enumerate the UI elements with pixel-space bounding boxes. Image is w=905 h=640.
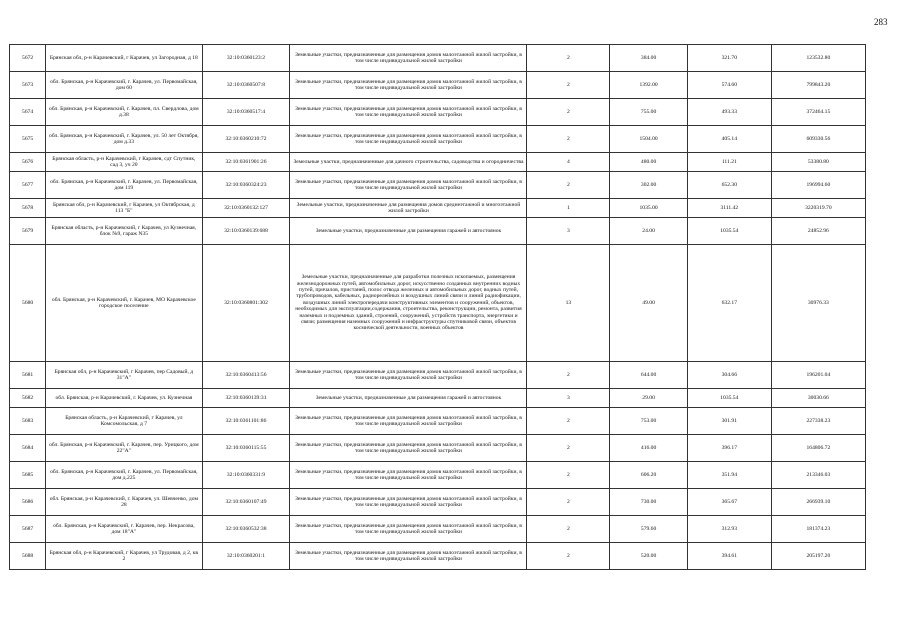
unit-value-cell: 394.61 (687, 543, 771, 570)
address-cell: Брянская обл, р-н Карачевский, г Карачев, ул Загородная, д 18 (46, 45, 202, 72)
group-cell: 2 (527, 435, 610, 462)
row-number: 5678 (10, 199, 46, 218)
cadastral-value-cell: 266939.10 (771, 489, 865, 516)
land-use-cell: Земельные участки, предназначенные для размещения домов малоэтажной жилой застройки, в том числе индивидуальной жилой застройки (290, 516, 527, 543)
area-cell: 49.00 (610, 245, 688, 362)
cadastral-valuation-table (9, 44, 866, 570)
table-row (10, 245, 866, 362)
table-body (10, 45, 866, 570)
unit-value-cell: 652.30 (687, 172, 771, 199)
cadastral-number-cell: 32:10:0360517:4 (202, 99, 290, 126)
land-use-cell: Земельные участки, предназначенные для размещения гаражей и автостоянок (290, 218, 527, 245)
cadastral-value-cell: 24852.96 (771, 218, 865, 245)
row-number: 5686 (10, 489, 46, 516)
table-row (10, 435, 866, 462)
group-cell: 2 (527, 543, 610, 570)
land-use-cell: Земельные участки, предназначенные для размещения домов среднеэтажной и многоэтажной жилой застройки (290, 199, 527, 218)
land-use-cell: Земельные участки, предназначенные для размещения домов малоэтажной жилой застройки, в том числе индивидуальной жилой застройки (290, 489, 527, 516)
group-cell: 2 (527, 126, 610, 153)
address-cell: Брянская обл, р-н Карачевский, г Карачев, ул Трудовая, д 2, кв 2 (46, 543, 202, 570)
row-number: 5688 (10, 543, 46, 570)
unit-value-cell: 574.60 (687, 72, 771, 99)
unit-value-cell: 111.21 (687, 153, 771, 172)
group-cell: 2 (527, 516, 610, 543)
cadastral-value-cell: 799843.20 (771, 72, 865, 99)
row-number: 5679 (10, 218, 46, 245)
address-cell: обл. Брянская, р-н Карачевский, г. Карачев, ул. Первомайская, дом д.225 (46, 462, 202, 489)
area-cell: 606.20 (610, 462, 688, 489)
cadastral-number-cell: 32:10:0360123:2 (202, 45, 290, 72)
group-cell: 2 (527, 99, 610, 126)
row-number: 5682 (10, 389, 46, 408)
cadastral-value-cell: 164806.72 (771, 435, 865, 462)
land-use-cell: Земельные участки, предназначенные для дачного строительства, садоводства и огородничества (290, 153, 527, 172)
table-row (10, 199, 866, 218)
land-use-cell: Земельные участки, предназначенные для разработки полезных ископаемых, размещения железнодорожных путей, автомобильных дорог, искусственно созданных внутренних водных путей, причалов, пристаней, полос отвода железных и автомобильных дорог, водных путей, трубопроводов, кабельных, радиорелейных и воздушных линий связи и линий радиофикации, воздушных линий электропередачи конструктивных элементов и сооружений, объектов, необходимых для эксплуатации,содержания, строительства, реконструкции, ремонта, развития наземных и подземных зданий, строений, сооружений, устройств транспорта, энергетики и связи; размещения наземных сооружений и инфраструктуры спутниковой связи, объектов космической деятельности, военных объектов (290, 245, 527, 362)
row-number: 5685 (10, 462, 46, 489)
area-cell: 29.00 (610, 389, 688, 408)
unit-value-cell: 396.17 (687, 435, 771, 462)
row-number: 5687 (10, 516, 46, 543)
address-cell: обл. Брянская, р-н Карачевский, г. Карачев, ул. Первомайская, дом 60 (46, 72, 202, 99)
group-cell: 2 (527, 362, 610, 389)
cadastral-value-cell: 53380.80 (771, 153, 865, 172)
land-use-cell: Земельные участки, предназначенные для размещения домов малоэтажной жилой застройки, в том числе индивидуальной жилой застройки (290, 72, 527, 99)
table-row (10, 489, 866, 516)
row-number: 5683 (10, 408, 46, 435)
land-use-cell: Земельные участки, предназначенные для размещения домов малоэтажной жилой застройки, в том числе индивидуальной жилой застройки (290, 362, 527, 389)
area-cell: 416.00 (610, 435, 688, 462)
unit-value-cell: 304.66 (687, 362, 771, 389)
table-row (10, 543, 866, 570)
area-cell: 1392.00 (610, 72, 688, 99)
group-cell: 1 (527, 199, 610, 218)
address-cell: Брянская область, р-н Карачевский, г Карачев, сдт Спутник, сад 3, уч 20 (46, 153, 202, 172)
address-cell: обл. Брянская, р-н Карачевский, г. Карачев, пер. Урицкого, дом 22"А" (46, 435, 202, 462)
area-cell: 730.00 (610, 489, 688, 516)
cadastral-number-cell: 32:10:0360331:9 (202, 462, 290, 489)
address-cell: обл. Брянская, р-н Карачевский, г. Карачев, ул. Первомайская, дом 119 (46, 172, 202, 199)
table-row (10, 126, 866, 153)
table-row (10, 362, 866, 389)
table-row (10, 462, 866, 489)
land-use-cell: Земельные участки, предназначенные для размещения домов малоэтажной жилой застройки, в том числе индивидуальной жилой застройки (290, 99, 527, 126)
cadastral-number-cell: 32:10:0360201:1 (202, 543, 290, 570)
address-cell: обл. Брянская, р-н Карачевский, г. Карачев, ул. Кузнечная (46, 389, 202, 408)
unit-value-cell: 3111.42 (687, 199, 771, 218)
address-cell: обл. Брянская, р-н Карачевский, г. Карачев, ул. Шевченко, дом 28 (46, 489, 202, 516)
cadastral-value-cell: 30976.33 (771, 245, 865, 362)
group-cell: 2 (527, 45, 610, 72)
area-cell: 384.00 (610, 45, 688, 72)
cadastral-number-cell: 32:10:0360107:49 (202, 489, 290, 516)
land-use-cell: Земельные участки, предназначенные для размещения домов малоэтажной жилой застройки, в том числе индивидуальной жилой застройки (290, 435, 527, 462)
cadastral-value-cell: 205197.20 (771, 543, 865, 570)
cadastral-number-cell: 32:10:0360413:56 (202, 362, 290, 389)
land-use-cell: Земельные участки, предназначенные для размещения домов малоэтажной жилой застройки, в том числе индивидуальной жилой застройки (290, 172, 527, 199)
row-number: 5676 (10, 153, 46, 172)
cadastral-value-cell: 227338.23 (771, 408, 865, 435)
area-cell: 1035.00 (610, 199, 688, 218)
cadastral-number-cell: 32:10:0360210:72 (202, 126, 290, 153)
cadastral-number-cell: 32:10:0360324:23 (202, 172, 290, 199)
area-cell: 755.00 (610, 99, 688, 126)
address-cell: обл. Брянская, р-н Карачевский, г. Карачев, пер. Некрасова, дом 18"А" (46, 516, 202, 543)
unit-value-cell: 351.94 (687, 462, 771, 489)
row-number: 5681 (10, 362, 46, 389)
address-cell: обл. Брянская, р-н Карачевский, г. Карачев, пл. Свердлова, дом д.38 (46, 99, 202, 126)
area-cell: 1504.00 (610, 126, 688, 153)
row-number: 5677 (10, 172, 46, 199)
land-use-cell: Земельные участки, предназначенные для размещения домов малоэтажной жилой застройки, в том числе индивидуальной жилой застройки (290, 408, 527, 435)
unit-value-cell: 632.17 (687, 245, 771, 362)
area-cell: 480.00 (610, 153, 688, 172)
unit-value-cell: 493.33 (687, 99, 771, 126)
unit-value-cell: 365.67 (687, 489, 771, 516)
unit-value-cell: 312.93 (687, 516, 771, 543)
group-cell: 13 (527, 245, 610, 362)
cadastral-number-cell: 32:10:0360139:688 (202, 218, 290, 245)
cadastral-value-cell: 609330.56 (771, 126, 865, 153)
cadastral-value-cell: 3220319.70 (771, 199, 865, 218)
table-row (10, 408, 866, 435)
cadastral-value-cell: 372464.15 (771, 99, 865, 126)
row-number: 5673 (10, 72, 46, 99)
row-number: 5680 (10, 245, 46, 362)
cadastral-number-cell: 32:10:0361901:26 (202, 153, 290, 172)
cadastral-value-cell: 196994.60 (771, 172, 865, 199)
cadastral-value-cell: 181374.23 (771, 516, 865, 543)
group-cell: 2 (527, 489, 610, 516)
group-cell: 2 (527, 72, 610, 99)
table-row (10, 72, 866, 99)
cadastral-number-cell: 32:10:0360532:38 (202, 516, 290, 543)
area-cell: 302.00 (610, 172, 688, 199)
land-use-cell: Земельные участки, предназначенные для размещения домов малоэтажной жилой застройки, в том числе индивидуальной жилой застройки (290, 126, 527, 153)
table-row (10, 172, 866, 199)
cadastral-number-cell: 32:10:0360139:31 (202, 389, 290, 408)
table-row (10, 45, 866, 72)
address-cell: Брянская обл, р-н Карачевский, г Карачев, ул Октябрская, д 113 "Б" (46, 199, 202, 218)
row-number: 5675 (10, 126, 46, 153)
address-cell: Брянская обл, р-н Карачевский, г Карачев, пер Садовый, д 31"А" (46, 362, 202, 389)
page-number: 283 (874, 17, 888, 27)
group-cell: 4 (527, 153, 610, 172)
address-cell: обл. Брянская, р-н Карачевский, г. Карачев, ул. 50 лет Октября, дом д.33 (46, 126, 202, 153)
unit-value-cell: 321.70 (687, 45, 771, 72)
table-row (10, 153, 866, 172)
area-cell: 579.60 (610, 516, 688, 543)
cadastral-number-cell: 32:10:0360801:302 (202, 245, 290, 362)
group-cell: 3 (527, 389, 610, 408)
table-row (10, 218, 866, 245)
unit-value-cell: 405.14 (687, 126, 771, 153)
table-row (10, 99, 866, 126)
address-cell: Брянская область, р-н Карачевский, г Карачев, ул Кузнечная, блок №9, гараж N35 (46, 218, 202, 245)
cadastral-number-cell: 32:10:0360507:8 (202, 72, 290, 99)
row-number: 5674 (10, 99, 46, 126)
land-use-cell: Земельные участки, предназначенные для размещения домов малоэтажной жилой застройки, в том числе индивидуальной жилой застройки (290, 45, 527, 72)
area-cell: 753.00 (610, 408, 688, 435)
group-cell: 2 (527, 172, 610, 199)
group-cell: 2 (527, 462, 610, 489)
group-cell: 3 (527, 218, 610, 245)
unit-value-cell: 1035.54 (687, 218, 771, 245)
row-number: 5672 (10, 45, 46, 72)
table-row (10, 516, 866, 543)
cadastral-number-cell: 32:10:0361101:86 (202, 408, 290, 435)
address-cell: обл. Брянская, р-н Карачевский, г. Карачев, МО Карачевское городское поселение (46, 245, 202, 362)
table-row (10, 389, 866, 408)
address-cell: Брянская область, р-н Карачевский, г Карачев, ул Комсомольская, д 7 (46, 408, 202, 435)
group-cell: 2 (527, 408, 610, 435)
row-number: 5684 (10, 435, 46, 462)
cadastral-number-cell: 32:10:0360132:127 (202, 199, 290, 218)
cadastral-value-cell: 30030.66 (771, 389, 865, 408)
unit-value-cell: 301.91 (687, 408, 771, 435)
area-cell: 520.00 (610, 543, 688, 570)
land-use-cell: Земельные участки, предназначенные для размещения домов малоэтажной жилой застройки, в том числе индивидуальной жилой застройки (290, 543, 527, 570)
cadastral-value-cell: 123532.80 (771, 45, 865, 72)
cadastral-value-cell: 213346.03 (771, 462, 865, 489)
area-cell: 644.00 (610, 362, 688, 389)
cadastral-value-cell: 196201.04 (771, 362, 865, 389)
cadastral-number-cell: 32:10:0360115:55 (202, 435, 290, 462)
unit-value-cell: 1035.54 (687, 389, 771, 408)
land-use-cell: Земельные участки, предназначенные для размещения гаражей и автостоянок (290, 389, 527, 408)
land-use-cell: Земельные участки, предназначенные для размещения домов малоэтажной жилой застройки, в том числе индивидуальной жилой застройки (290, 462, 527, 489)
area-cell: 24.00 (610, 218, 688, 245)
